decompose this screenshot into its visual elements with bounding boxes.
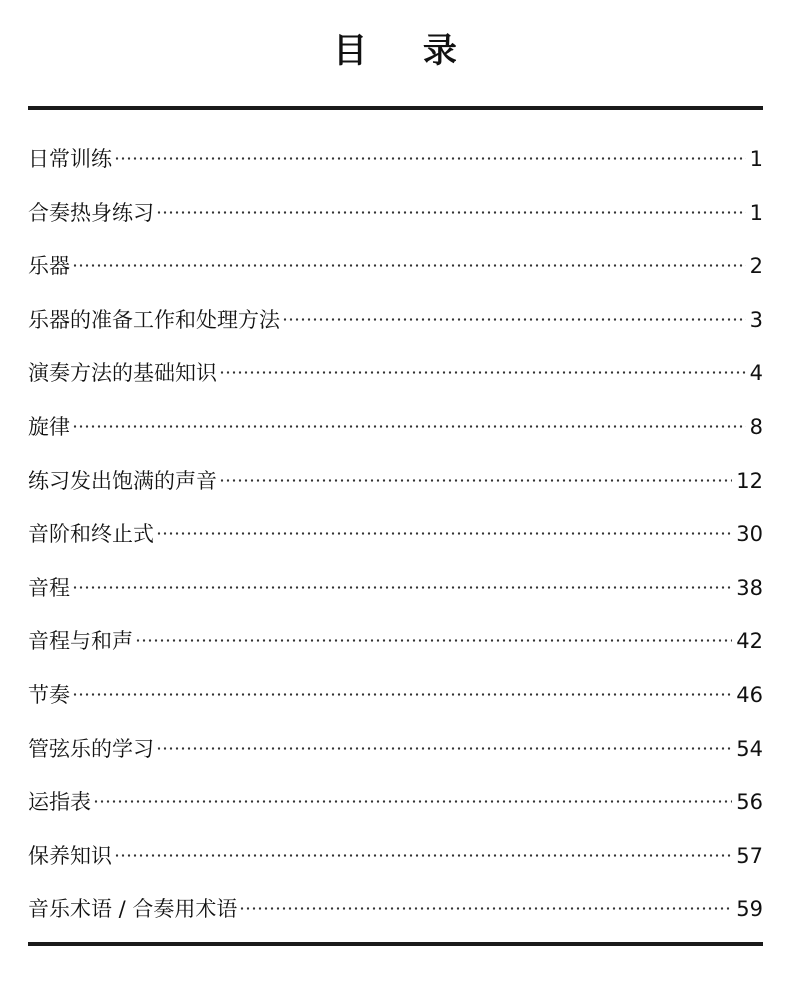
toc-entry-title: 音乐术语 / 合奏用术语 [28,897,238,922]
toc-entry-instrument[interactable] [28,240,763,294]
toc-entry-page: 4 [749,361,763,386]
toc-entry-page: 3 [749,307,763,332]
dot-leader [72,264,746,267]
dot-leader [135,639,732,642]
dot-leader [114,854,732,857]
dot-leader [219,371,746,374]
toc-entry-music-terms[interactable] [28,883,763,937]
toc-entry-title: 乐器 [28,254,70,279]
dot-leader [114,157,746,160]
toc-entry-full-tone[interactable] [28,455,763,509]
table-of-contents [28,133,763,937]
toc-entry-page: 2 [749,254,763,279]
dot-leader [93,800,732,803]
toc-entry-title: 旋律 [28,414,70,439]
dot-leader [156,532,732,535]
toc-entry-page: 1 [749,200,763,225]
toc-entry-page: 57 [736,843,763,868]
toc-entry-scales-cadences[interactable] [28,508,763,562]
toc-entry-title: 日常训练 [28,147,112,171]
dot-leader [239,907,732,910]
dot-leader [282,318,746,321]
toc-entry-rhythm[interactable] [28,669,763,723]
toc-entry-title: 运指表 [28,790,91,815]
toc-entry-page: 12 [736,468,763,493]
toc-entry-page: 8 [749,414,763,439]
toc-entry-title: 练习发出饱满的声音 [28,468,217,493]
toc-entry-page: 30 [736,522,763,547]
toc-entry-page: 54 [736,736,763,761]
dot-leader [72,586,732,589]
toc-entry-intervals-harmony[interactable] [28,615,763,669]
toc-entry-title: 管弦乐的学习 [28,736,154,761]
toc-entry-playing-basics[interactable] [28,347,763,401]
toc-entry-ensemble-warmup[interactable] [28,187,763,241]
toc-entry-title: 音程 [28,575,70,600]
dot-leader [156,211,746,214]
toc-entry-title: 保养知识 [28,843,112,868]
dot-leader [156,747,732,750]
toc-entry-title: 演奏方法的基础知识 [28,361,217,386]
bottom-rule [28,942,763,946]
toc-entry-title: 节奏 [28,682,70,707]
toc-entry-title: 音程与和声 [28,629,133,654]
toc-entry-page: 46 [736,682,763,707]
toc-entry-page: 1 [749,147,763,171]
dot-leader [72,425,746,428]
toc-entry-daily-training[interactable] [28,133,763,187]
toc-entry-melody[interactable] [28,401,763,455]
toc-entry-page: 42 [736,629,763,654]
toc-entry-title: 乐器的准备工作和处理方法 [28,307,280,332]
toc-entry-fingering-chart[interactable] [28,776,763,830]
page-title: 目 录 [333,31,479,71]
dot-leader [219,479,732,482]
toc-entry-instrument-preparation[interactable] [28,294,763,348]
top-rule [28,106,763,110]
toc-entry-title: 合奏热身练习 [28,200,154,225]
toc-entry-orchestral-study[interactable] [28,723,763,777]
toc-entry-maintenance[interactable] [28,830,763,884]
dot-leader [72,693,732,696]
toc-entry-page: 38 [736,575,763,600]
toc-entry-title: 音阶和终止式 [28,522,154,547]
toc-entry-page: 59 [736,897,763,922]
toc-entry-page: 56 [736,790,763,815]
toc-entry-intervals[interactable] [28,562,763,616]
